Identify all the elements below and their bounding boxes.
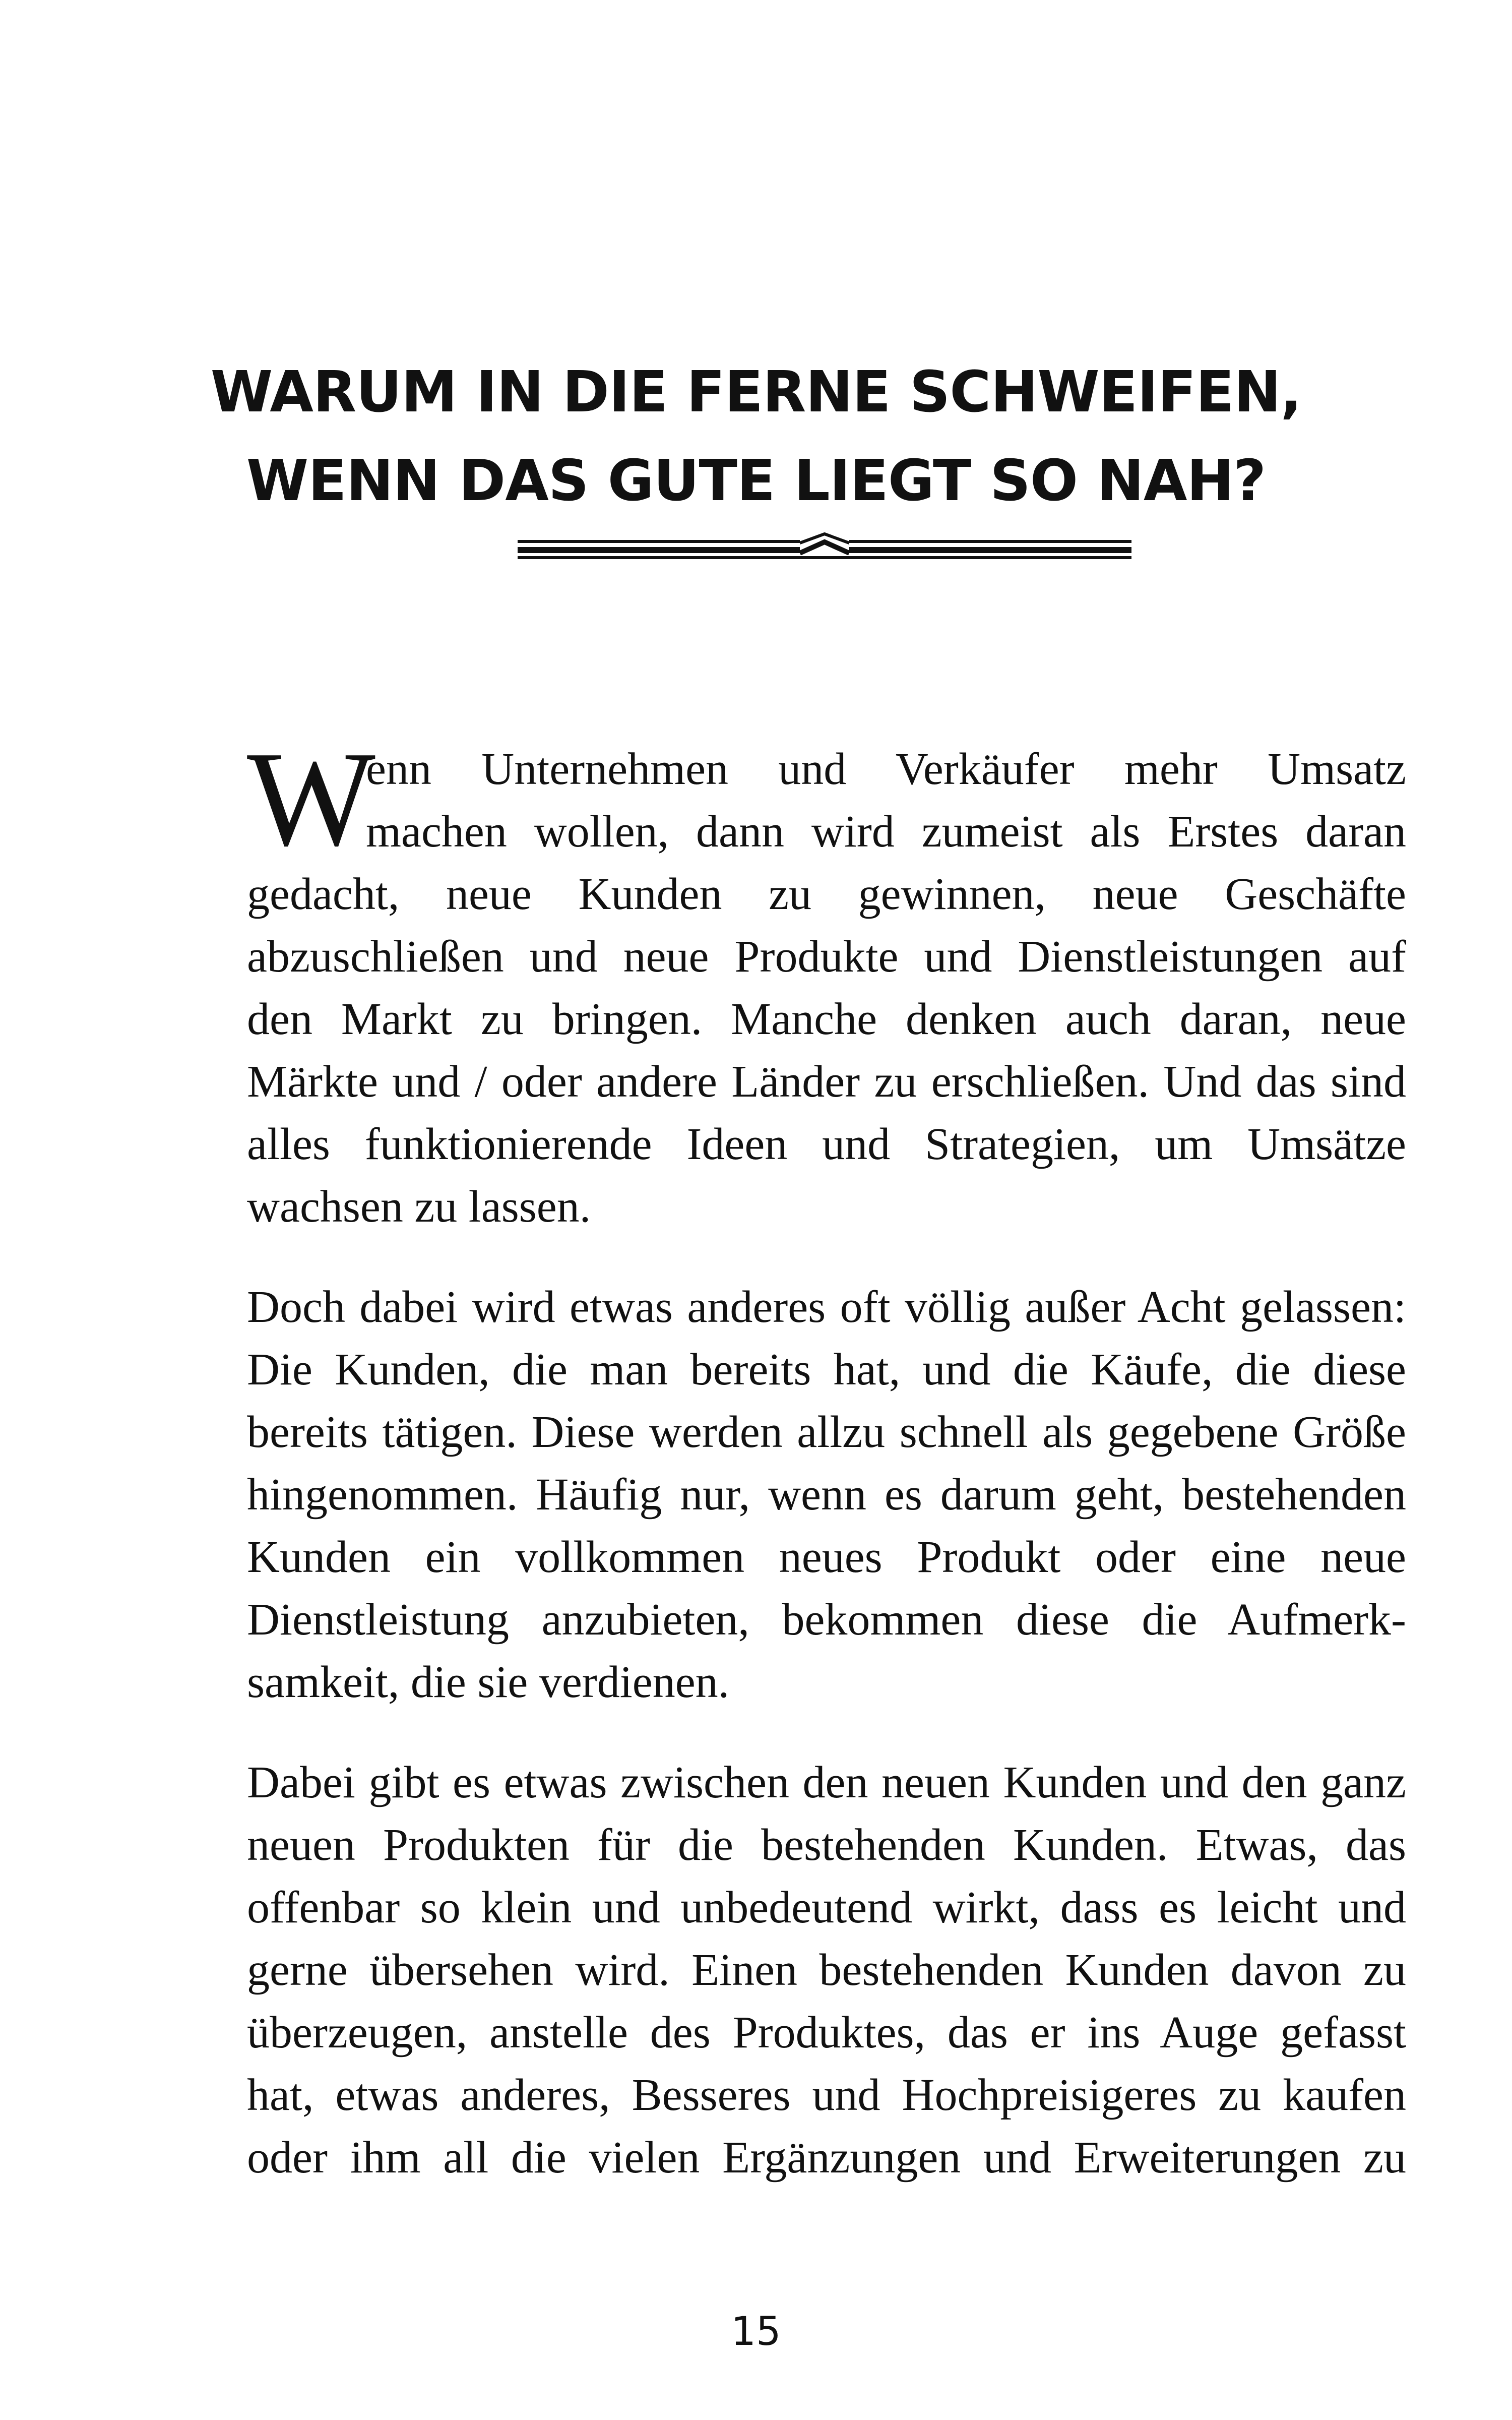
drop-cap-letter: W (247, 723, 375, 874)
paragraph-3-line: neuen Produkten für die bestehenden Kunden. Etwas, das (247, 1820, 1406, 1870)
paragraph-3-line: offenbar so klein und unbedeutend wirkt, dass es leicht und (247, 1883, 1406, 1932)
chapter-title-line-1: WARUM IN DIE FERNE SCHWEIFEN, (210, 359, 1302, 425)
paragraph-2-line: Kunden ein vollkommen neues Produkt oder eine neue (247, 1532, 1406, 1582)
paragraph-3 (247, 1751, 1406, 2189)
paragraph-1-line: alles funktionierende Ideen und Strategien, um Umsätze (247, 1119, 1406, 1169)
paragraph-1-line: den Markt zu bringen. Manche denken auch daran, neue (247, 994, 1406, 1044)
chapter-title-line-2: WENN DAS GUTE LIEGT SO NAH? (246, 448, 1266, 514)
page-number: 15 (731, 2309, 781, 2354)
paragraph-2-line: hingenommen. Häufig nur, wenn es darum geht, bestehenden (247, 1470, 1406, 1520)
paragraph-2-line: Die Kunden, die man bereits hat, und die Käufe, die diese (247, 1345, 1406, 1395)
paragraph-2-line: bereits tätigen. Diese werden allzu schnell als gegebene Größe (247, 1407, 1406, 1457)
paragraph-3-line: Dabei gibt es etwas zwischen den neuen Kunden und den ganz (247, 1758, 1406, 1807)
paragraph-1 (247, 738, 1406, 1238)
paragraph-2-line: samkeit, die sie verdienen. (247, 1657, 730, 1707)
paragraph-3-line: hat, etwas anderes, Besseres und Hochpreisigeres zu kaufen (247, 2070, 1406, 2120)
paragraph-1-line: machen wollen, dann wird zumeist als Erstes daran (366, 807, 1406, 857)
paragraph-2 (247, 1276, 1406, 1714)
paragraph-3-line: gerne übersehen wird. Einen bestehenden Kunden davon zu (247, 1945, 1406, 1995)
paragraph-1-line: enn Unternehmen und Verkäufer mehr Umsatz (366, 744, 1406, 794)
paragraph-3-line: oder ihm all die vielen Ergänzungen und Erweiterungen zu (247, 2133, 1406, 2183)
paragraph-1-line: Märkte und / oder andere Länder zu erschließen. Und das sind (247, 1057, 1406, 1107)
paragraph-2-line: Doch dabei wird etwas anderes oft völlig außer Acht gelassen: (247, 1282, 1406, 1332)
paragraph-1-line: wachsen zu lassen. (247, 1182, 591, 1232)
paragraph-1-line: gedacht, neue Kunden zu gewinnen, neue Geschäfte (247, 869, 1406, 919)
paragraph-1-line: abzuschließen und neue Produkte und Dienstleistungen auf (247, 932, 1406, 982)
paragraph-2-line: Dienstleistung anzubieten, bekommen diese die Aufmerk- (247, 1595, 1406, 1645)
paragraph-3-line: überzeugen, anstelle des Produktes, das er ins Auge gefasst (247, 2008, 1406, 2058)
title-ornament-divider (518, 532, 1131, 562)
